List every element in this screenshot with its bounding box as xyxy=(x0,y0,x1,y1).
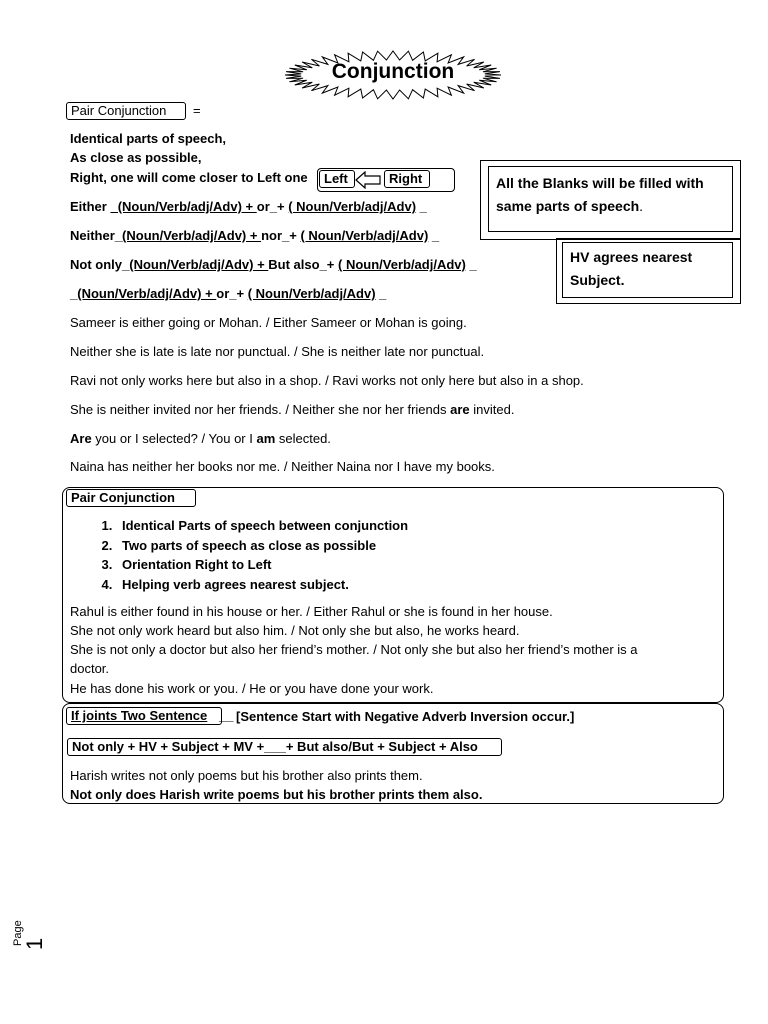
blanks-note-period: . xyxy=(639,198,644,214)
example-5-post: selected. xyxy=(275,431,331,446)
neither-tail: _ xyxy=(428,228,440,243)
summary-rule: 2. Two parts of speech as close as possible xyxy=(116,536,408,556)
intro-line-1: Identical parts of speech, xyxy=(70,131,227,146)
summary-rule: 1. Identical Parts of speech between conjunction xyxy=(116,516,408,536)
example-sentence-2: Neither she is late is late nor punctual. / She is neither late nor punctual. xyxy=(70,344,485,359)
example-sentence-6: Naina has neither her books nor me. / Neither Naina nor I have my books. xyxy=(70,459,495,474)
left-label: Left xyxy=(319,170,355,188)
equals-sign: = xyxy=(193,103,201,118)
not-only-lead: Not only_ xyxy=(70,257,130,272)
or-pattern xyxy=(70,286,386,301)
example-5-bold-1: Are xyxy=(70,431,92,446)
or-blank-1: (Noun/Verb/adj/Adv) + xyxy=(77,286,217,301)
page-number: 1 xyxy=(22,937,47,950)
left-arrow-icon xyxy=(355,171,381,189)
example-4-post: invited. xyxy=(469,402,515,417)
inversion-label-tail: __ xyxy=(219,708,234,723)
summary-example-4: He has done his work or you. / He or you have done your work. xyxy=(70,681,434,696)
summary-example-2: She not only work heard but also him. / Not only she but also, he works heard. xyxy=(70,623,520,638)
example-sentence-3: Ravi not only works here but also in a shop. / Ravi works not only here but also in a shop. xyxy=(70,373,584,388)
or-blank-2: ( Noun/Verb/adj/Adv) xyxy=(247,286,376,301)
not-only-pattern xyxy=(70,257,477,272)
example-sentence-5 xyxy=(70,431,331,446)
blanks-note-box xyxy=(488,166,733,232)
either-mid: or_+ xyxy=(256,199,289,214)
inversion-label-text: If joints Two Sentence xyxy=(71,708,208,723)
intro-line-3: Right, one will come closer to Left one xyxy=(70,170,308,185)
or-tail: _ xyxy=(375,286,387,301)
inversion-example-inverted: Not only does Harish write poems but his brother prints them also. xyxy=(70,787,483,802)
example-5-bold-2: am xyxy=(256,431,276,446)
or-lead: _ xyxy=(70,286,78,301)
pair-conjunction-label xyxy=(66,102,186,120)
blanks-note-text: All the Blanks will be filled with same parts of speech xyxy=(496,175,704,214)
pair-conjunction-label-text: Pair Conjunction xyxy=(71,103,167,118)
example-4-bold: are xyxy=(450,402,470,417)
summary-example-1: Rahul is either found in his house or her. / Either Rahul or she is found in her house. xyxy=(70,604,553,619)
summary-example-3-cont: doctor. xyxy=(70,661,110,676)
hv-note-text: HV agrees nearest Subject. xyxy=(570,249,693,288)
example-sentence-4 xyxy=(70,402,514,417)
page-label: Page xyxy=(12,920,24,946)
page-title: Conjunction xyxy=(331,60,455,83)
inversion-note: [Sentence Start with Negative Adverb Inversion occur.] xyxy=(236,709,575,724)
summary-example-3: She is not only a doctor but also her friend’s mother. / Not only she but also her friend’s mother is a xyxy=(70,642,638,657)
not-only-tail: _ xyxy=(465,257,477,272)
summary-rule: 4. Helping verb agrees nearest subject. xyxy=(116,575,408,595)
neither-pattern xyxy=(70,228,439,243)
intro-line-2: As close as possible, xyxy=(70,150,202,165)
inversion-formula: Not only + HV + Subject + MV +___+ But also/But + Subject + Also xyxy=(67,738,502,756)
not-only-blank-2: ( Noun/Verb/adj/Adv) xyxy=(338,257,466,272)
neither-blank-2: ( Noun/Verb/adj/Adv) xyxy=(300,228,429,243)
not-only-blank-1: (Noun/Verb/adj/Adv) + xyxy=(129,257,269,272)
example-5-mid: you or I selected? / You or I xyxy=(91,431,257,446)
either-tail: _ xyxy=(416,199,427,214)
summary-rule: 3. Orientation Right to Left xyxy=(116,555,408,575)
inversion-label xyxy=(66,707,222,725)
not-only-mid: But also_+ xyxy=(268,257,338,272)
neither-blank-1: (Noun/Verb/adj/Adv) + xyxy=(122,228,262,243)
or-mid: or_+ xyxy=(216,286,248,301)
neither-mid: nor_+ xyxy=(261,228,301,243)
example-sentence-1: Sameer is either going or Mohan. / Either Sameer or Mohan is going. xyxy=(70,315,467,330)
neither-lead: Neither_ xyxy=(70,228,123,243)
example-4-pre: She is neither invited nor her friends. / Neither she nor her friends xyxy=(70,402,451,417)
either-pattern xyxy=(70,199,427,214)
either-blank-2: ( Noun/Verb/adj/Adv) xyxy=(288,199,417,214)
summary-label: Pair Conjunction xyxy=(66,489,196,507)
inversion-example: Harish writes not only poems but his brother also prints them. xyxy=(70,768,423,783)
summary-rules-list xyxy=(72,516,408,594)
either-blank-1: _(Noun/Verb/adj/Adv) + xyxy=(110,199,257,214)
hv-note-box xyxy=(562,242,733,298)
right-label: Right xyxy=(384,170,430,188)
either-lead: Either xyxy=(70,199,111,214)
